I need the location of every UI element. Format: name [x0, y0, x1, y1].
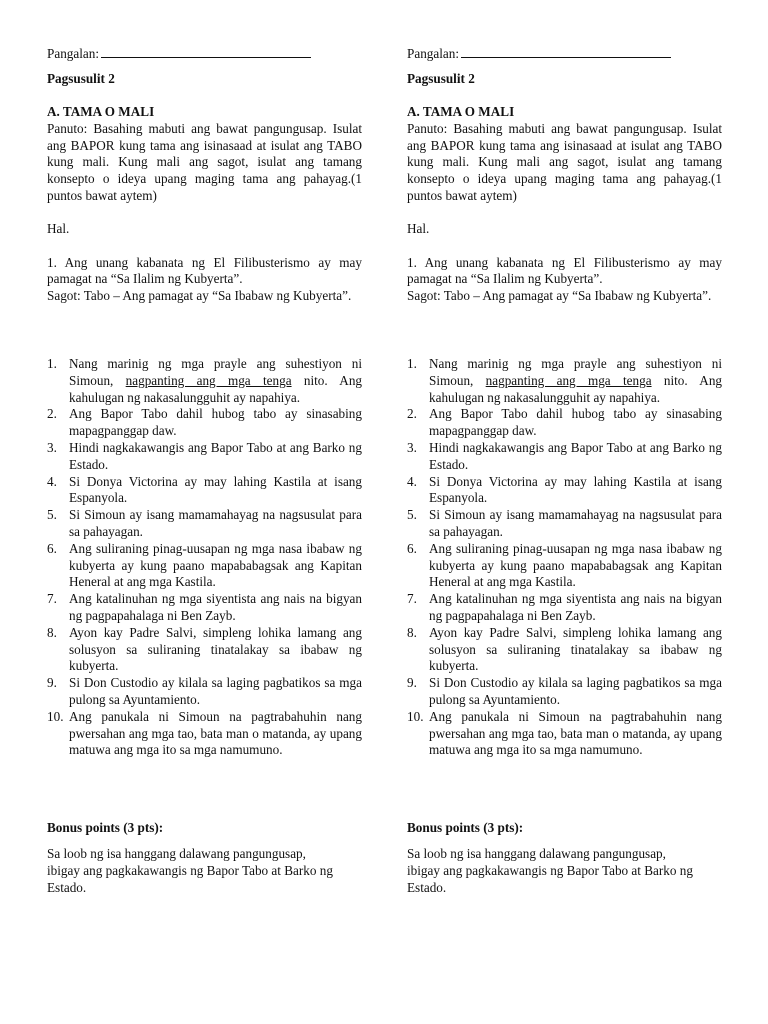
question-list [47, 356, 362, 759]
list-item [47, 709, 362, 759]
name-label: Pangalan: [407, 46, 460, 61]
list-item [47, 675, 362, 709]
item-number: 10. [47, 708, 64, 724]
item-text-end: nito. Ang kahulugan ng nakasalungguhit ay napahiya. [429, 372, 723, 405]
item-text: Hindi nagkakawangis ang Bapor Tabo at ang Barko ng Estado. [69, 439, 362, 472]
item-number: 7. [47, 591, 57, 607]
section-true-false [407, 104, 722, 305]
list-item [407, 474, 722, 508]
section-title: A. TAMA O MALI [47, 104, 155, 119]
bonus-title: Bonus points (3 pts): [407, 820, 524, 835]
item-text: Ang suliraning pinag-uusapan ng mga nasa ibabaw ng kubyerta ay kung paano mapababagsak ang Kapitan Heneral at ang mga Kastila. [429, 540, 722, 590]
list-item [47, 507, 362, 541]
item-text: Si Don Custodio ay kilala sa laging pagbatikos sa mga pulong sa Ayuntamiento. [69, 675, 362, 707]
item-number: 4. [407, 473, 417, 489]
item-number: 8. [407, 624, 417, 640]
item-text: Ayon kay Padre Salvi, simpleng lohika lamang ang solusyon sa suliraning tinatalakay sa ibabaw ng kubyerta. [429, 624, 722, 674]
section-title: A. TAMA O MALI [407, 104, 515, 119]
item-number: 8. [47, 624, 57, 640]
item-text: Ang suliraning pinag-uusapan ng mga nasa ibabaw ng kubyerta ay kung paano mapababagsak ang Kapitan Heneral at ang mga Kastila. [69, 540, 362, 590]
list-item [407, 541, 722, 591]
list-item [47, 406, 362, 440]
name-blank-line [461, 44, 671, 58]
item-number: 6. [47, 540, 57, 556]
list-item [47, 356, 362, 406]
item-text: Ang katalinuhan ng mga siyentista ang nais na bigyan ng pagpapahalaga ni Ben Zayb. [69, 591, 362, 623]
item-text: Ang katalinuhan ng mga siyentista ang nais na bigyan ng pagpapahalaga ni Ben Zayb. [429, 591, 722, 623]
item-text: Si Simoun ay isang mamamahayag na nagsusulat para sa pahayagan. [69, 507, 362, 539]
bonus-text: Sa loob ng isa hanggang dalawang pangungusap, ibigay ang pagkakawangis ng Bapor Tabo at Barko ng Estado. [407, 846, 693, 895]
item-number: 10. [407, 708, 424, 724]
item-number: 1. [407, 356, 417, 371]
item-number: 9. [407, 675, 417, 691]
instructions: Panuto: Basahing mabuti ang bawat pangungusap. Isulat ang BAPOR kung tama ang isinasaad at isulat ang TABO kung mali. Kung mali ang sagot, isulat ang tamang konsepto o ideya upang maging tama ang pahayag.(1 puntos bawat aytem) [407, 120, 722, 203]
list-item [407, 675, 722, 709]
item-text: Ayon kay Padre Salvi, simpleng lohika lamang ang solusyon sa suliraning tinatalakay sa ibabaw ng kubyerta. [69, 624, 362, 674]
item-number: 5. [47, 507, 57, 523]
item-text-end: nito. Ang kahulugan ng nakasalungguhit ay napahiya. [69, 372, 363, 405]
section-true-false [47, 104, 362, 305]
list-item [47, 591, 362, 625]
item-number: 9. [47, 675, 57, 691]
item-text: Si Don Custodio ay kilala sa laging pagbatikos sa mga pulong sa Ayuntamiento. [429, 675, 722, 707]
item-number: 1. [47, 356, 57, 371]
example-answer: Sagot: Tabo – Ang pamagat ay “Sa Ibabaw ng Kubyerta”. [407, 288, 712, 304]
quiz-title: Pagsusulit 2 [407, 71, 475, 86]
list-item [407, 591, 722, 625]
list-item [407, 625, 722, 675]
item-text: Si Simoun ay isang mamamahayag na nagsusulat para sa pahayagan. [429, 507, 722, 539]
name-label: Pangalan: [47, 46, 100, 61]
list-item [47, 440, 362, 474]
item-text: Ang Bapor Tabo dahil hubog tabo ay sinasabing mapagpanggap daw. [69, 406, 362, 439]
item-number: 6. [407, 540, 417, 556]
item-text: Nang marinig ng mga prayle ang suhestiyon ni Simoun, [429, 356, 722, 388]
bonus-title: Bonus points (3 pts): [47, 820, 164, 835]
list-item [407, 356, 722, 406]
example-label: Hal. [407, 220, 430, 236]
item-text: Si Donya Victorina ay may lahing Kastila at isang Espanyola. [429, 473, 722, 506]
item-number: 3. [47, 439, 57, 455]
item-number: 2. [407, 406, 417, 422]
item-number: 4. [47, 473, 57, 489]
instructions: Panuto: Basahing mabuti ang bawat pangungusap. Isulat ang BAPOR kung tama ang isinasaad at isulat ang TABO kung mali. Kung mali ang sagot, isulat ang tamang konsepto o ideya upang maging tama ang pahayag.(1 puntos bawat aytem) [47, 120, 362, 203]
bonus-text: Sa loob ng isa hanggang dalawang pangungusap, ibigay ang pagkakawangis ng Bapor Tabo at Barko ng Estado. [47, 846, 333, 895]
name-field [47, 44, 311, 63]
item-underlined-text: nagpanting ang mga tenga [485, 372, 652, 388]
example-statement: 1. Ang unang kabanata ng El Filibusterismo ay may pamagat na “Sa Ilalim ng Kubyerta”. [407, 254, 722, 287]
name-field [407, 44, 671, 63]
example-statement: 1. Ang unang kabanata ng El Filibusterismo ay may pamagat na “Sa Ilalim ng Kubyerta”. [47, 254, 362, 287]
list-item [47, 541, 362, 591]
item-number: 2. [47, 406, 57, 422]
list-item [47, 474, 362, 508]
list-item [407, 709, 722, 759]
quiz-title: Pagsusulit 2 [47, 71, 115, 86]
list-item [47, 625, 362, 675]
item-text: Si Donya Victorina ay may lahing Kastila at isang Espanyola. [69, 473, 362, 506]
item-text: Ang panukala ni Simoun na pagtrabahuhin nang pwersahan ang mga tao, bata man o matanda, ay upang matuwa ang mga ito sa mga namumuno. [429, 708, 722, 758]
list-item [407, 507, 722, 541]
list-item [407, 440, 722, 474]
question-list [407, 356, 722, 759]
item-text: Ang panukala ni Simoun na pagtrabahuhin nang pwersahan ang mga tao, bata man o matanda, ay upang matuwa ang mga ito sa mga namumuno. [69, 708, 362, 758]
item-number: 3. [407, 439, 417, 455]
item-text: Nang marinig ng mga prayle ang suhestiyon ni Simoun, [69, 356, 362, 388]
item-text: Ang Bapor Tabo dahil hubog tabo ay sinasabing mapagpanggap daw. [429, 406, 722, 439]
item-underlined-text: nagpanting ang mga tenga [125, 372, 292, 388]
name-blank-line [101, 44, 311, 58]
item-number: 5. [407, 507, 417, 523]
item-number: 7. [407, 591, 417, 607]
list-item [407, 406, 722, 440]
example-label: Hal. [47, 220, 70, 236]
example-answer: Sagot: Tabo – Ang pamagat ay “Sa Ibabaw ng Kubyerta”. [47, 288, 352, 304]
item-text: Hindi nagkakawangis ang Bapor Tabo at ang Barko ng Estado. [429, 439, 722, 472]
